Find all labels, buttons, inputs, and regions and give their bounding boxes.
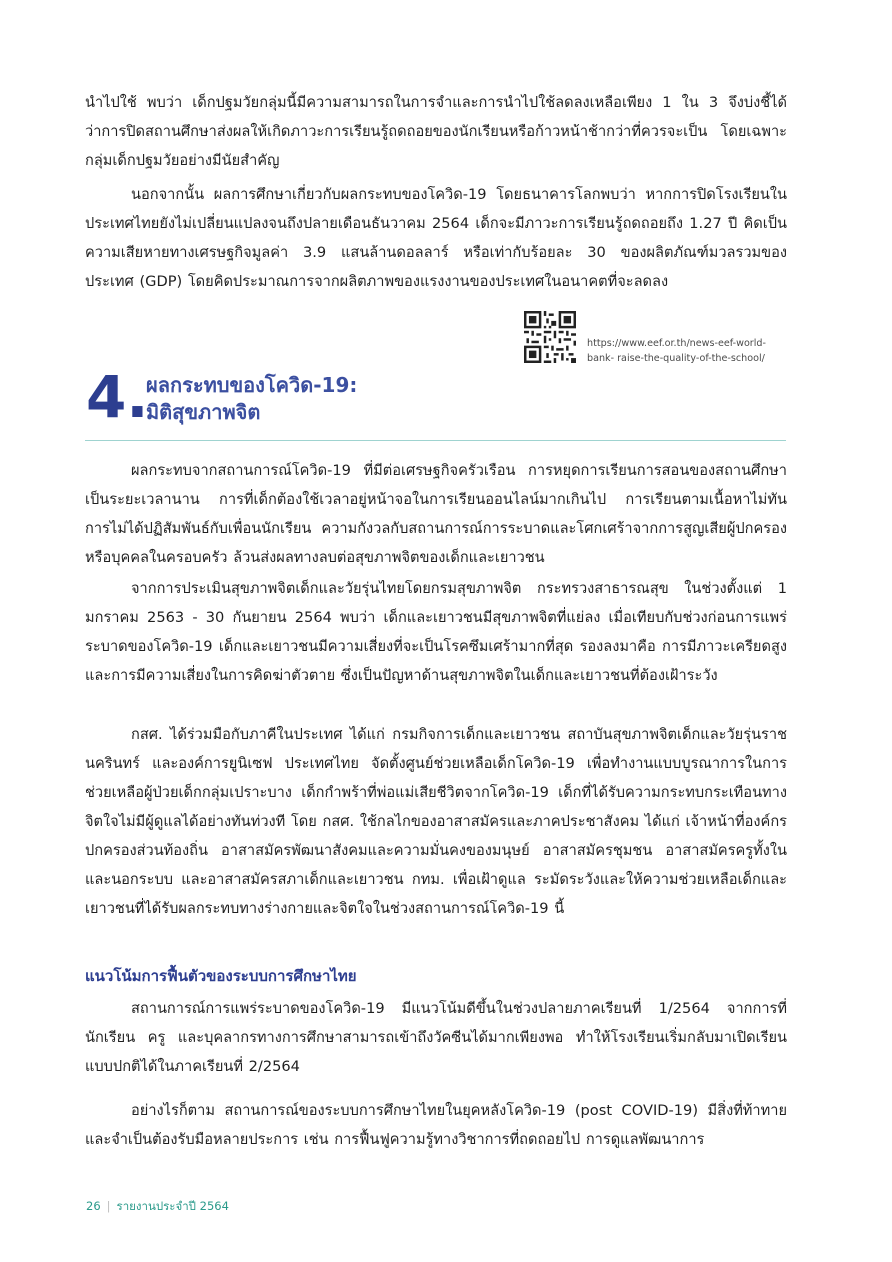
qr-link-line2: bank- raise-the-quality-of-the-school/ [587,353,765,364]
qr-link-text[interactable] [587,336,787,366]
paragraph-learning-loss: นำไปใช้ พบว่า เด็กปฐมวัยกลุ่มนี้มีความสามารถในการจำและการนำไปใช้ลดลงเหลือเพียง 1 ใน 3 จึงบ่งชี้ได้ว่าการปิดสถานศึกษาส่งผลให้เกิดภาวะการเรียนรู้ถดถอยของนักเรียนหรือก้าวหน้าช้ากว่าที่ควรจะเป็น โดยเฉพาะกลุ่มเด็กปฐมวัยอย่างมีนัยสำคัญ [85,94,787,169]
paragraph-reopening: สถานการณ์การแพร่ระบาดของโควิด-19 มีแนวโน้มดีขึ้นในช่วงปลายภาคเรียนที่ 1/2564 จากการที่นักเรียน ครู และบุคลากรทางการศึกษาสามารถเข้าถึงวัคซีนได้มากเพียงพอ ทำให้โรงเรียนเริ่มกลับมาเปิดเรียนแบบปกติได้ในภาคเรียนที่ 2/2564 [85,1000,787,1075]
qr-link-line1: https://www.eef.or.th/news-eef-world- [587,338,766,349]
page-number: 26 [86,1199,101,1213]
section-title-line1: ผลกระทบของโควิด-19: [146,373,358,397]
section-divider [85,440,786,441]
footer-separator: | [106,1199,111,1213]
section-title [146,372,357,426]
subheading-recovery-trend: แนวโน้มการฟื้นตัวของระบบการศึกษาไทย [85,967,357,985]
report-title: รายงานประจำปี 2564 [116,1199,229,1213]
paragraph-mental-health-assessment: จากการประเมินสุขภาพจิตเด็กและวัยรุ่นไทยโดยกรมสุขภาพจิต กระทรวงสาธารณสุข ในช่วงตั้งแต่ 1 มกราคม 2563 - 30 กันยายน 2564 พบว่า เด็กและเยาวชนมีสุขภาพจิตที่แย่ลง เมื่อเทียบกับช่วงก่อนการแพร่ระบาดของโควิด-19 เด็กและเยาวชนมีความเสี่ยงที่จะเป็นโรคซึมเศร้ามากที่สุด รองลงมาคือ การมีภาวะเครียดสูง และการมีความเสี่ยงในการคิดฆ่าตัวตาย ซึ่งเป็นปัญหาด้านสุขภาพจิตในเด็กและเยาวชนที่ต้องเฝ้าระวัง [85,580,787,684]
paragraph-mental-health-impact: ผลกระทบจากสถานการณ์โควิด-19 ที่มีต่อเศรษฐกิจครัวเรือน การหยุดการเรียนการสอนของสถานศึกษาเป็นระยะเวลานาน การที่เด็กต้องใช้เวลาอยู่หน้าจอในการเรียนออนไลน์มากเกินไป การเรียนตามเนื้อหาไม่ทัน การไม่ได้ปฏิสัมพันธ์กับเพื่อนนักเรียน ความกังวลกับสถานการณ์การระบาดและโศกเศร้าจากการสูญเสียผู้ปกครองหรือบุคคลในครอบครัว ล้วนส่งผลทางลบต่อสุขภาพจิตของเด็กและเยาวชน [85,462,787,566]
page-footer [86,1198,229,1214]
section-title-line2: มิติสุขภาพจิต [146,400,261,424]
paragraph-world-bank-study: นอกจากนั้น ผลการศึกษาเกี่ยวกับผลกระทบของโควิด-19 โดยธนาคารโลกพบว่า หากการปิดโรงเรียนในประเทศไทยยังไม่เปลี่ยนแปลงจนถึงปลายเดือนธันวาคม 2564 เด็กจะมีภาวะการเรียนรู้ถดถอยถึง 1.27 ปี คิดเป็นความเสียหายทางเศรษฐกิจมูลค่า 3.9 แสนล้านดอลลาร์ หรือเท่ากับร้อยละ 30 ของผลิตภัณฑ์มวลรวมของประเทศ (GDP) โดยคิดประมาณการจากผลิตภาพของแรงงานของประเทศในอนาคตที่จะลดลง [85,186,787,290]
section-number: 4. [86,363,149,431]
paragraph-eef-cooperation: กสศ. ได้ร่วมมือกับภาคีในประเทศ ได้แก่ กรมกิจการเด็กและเยาวชน สถาบันสุขภาพจิตเด็กและวัยรุ่นราชนครินทร์ และองค์การยูนิเซฟ ประเทศไทย จัดตั้งศูนย์ช่วยเหลือเด็กโควิด-19 เพื่อทำงานแบบบูรณาการในการช่วยเหลือผู้ป่วยเด็กกลุ่มเปราะบาง เด็กกำพร้าที่พ่อแม่เสียชีวิตจากโควิด-19 เด็กที่ได้รับความกระทบกระเทือนทางจิตใจไม่มีผู้ดูแลได้อย่างทันท่วงที โดย กสศ. ใช้กลไกของอาสาสมัครและภาคประชาสังคม ได้แก่ เจ้าหน้าที่องค์กรปกครองส่วนท้องถิ่น อาสาสมัครพัฒนาสังคมและความมั่นคงของมนุษย์ อาสาสมัครชุมชน อาสาสมัครครูทั้งในและนอกระบบ และอาสาสมัครสภาเด็กและเยาวชน กทม. เพื่อเฝ้าดูแล ระมัดระวังและให้ความช่วยเหลือเด็กและเยาวชนที่ได้รับผลกระทบทางร่างกายและจิตใจในช่วงสถานการณ์โควิด-19 นี้ [85,726,787,917]
paragraph-post-covid: อย่างไรก็ตาม สถานการณ์ของระบบการศึกษาไทยในยุคหลังโควิด-19 (post COVID-19) มีสิ่งที่ท้าทายและจำเป็นต้องรับมือหลายประการ เช่น การฟื้นฟูความรู้ทางวิชาการที่ถดถอยไป การดูแลพัฒนาการ [85,1102,787,1148]
qr-code-icon[interactable] [524,311,576,363]
